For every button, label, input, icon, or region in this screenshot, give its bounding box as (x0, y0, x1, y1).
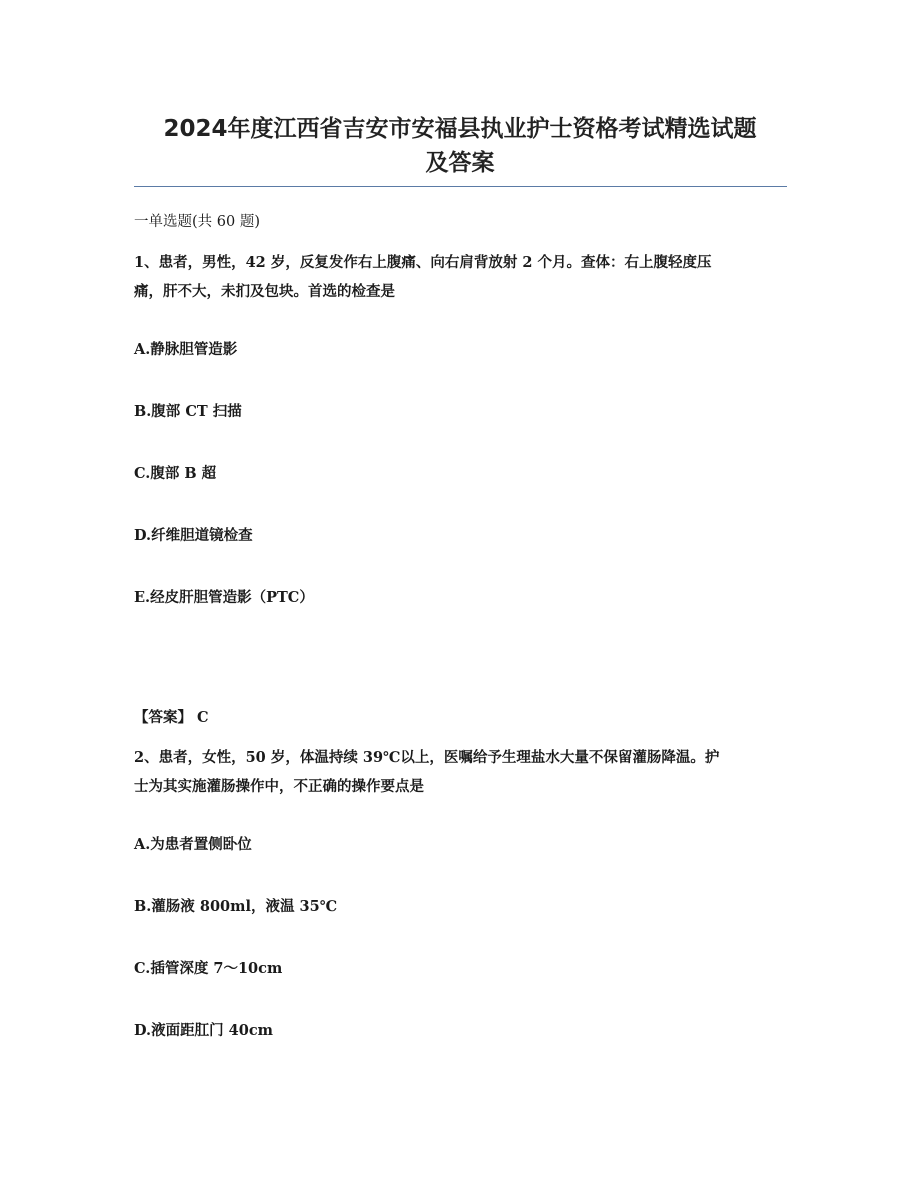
q2-option-a: A.为患者置侧卧位 (134, 836, 252, 853)
q2-option-b: B.灌肠液 800ml，液温 35℃ (134, 898, 338, 915)
q1-option-d: D.纤维胆道镜检查 (134, 527, 253, 544)
q1-option-a: A.静脉胆管造影 (134, 341, 238, 358)
q1-stem-line-1: 1、患者，男性，42 岁，反复发作右上腹痛、向右肩背放射 2 个月。查体：右上腹轻度压 (134, 254, 712, 271)
q2-option-c: C.插管深度 7～10cm (134, 960, 283, 977)
document-title (132, 112, 788, 180)
q2-stem-line-2: 士为其实施灌肠操作中，不正确的操作要点是 (134, 778, 424, 795)
title-line-2: 及答案 (425, 150, 495, 176)
q1-option-b: B.腹部 CT 扫描 (134, 403, 242, 420)
section-header: 一单选题(共 60 题) (134, 214, 260, 230)
q1-stem-line-2: 痛，肝不大，未扪及包块。首选的检查是 (134, 283, 395, 300)
title-line-1: 2024年度江西省吉安市安福县执业护士资格考试精选试题 (163, 116, 757, 142)
title-divider (134, 186, 787, 187)
q1-option-e: E.经皮肝胆管造影（PTC） (134, 589, 314, 606)
q2-option-d: D.液面距肛门 40cm (134, 1022, 274, 1039)
q2-stem-line-1: 2、患者，女性，50 岁，体温持续 39℃以上，医嘱给予生理盐水大量不保留灌肠降温。护 (134, 749, 720, 766)
q1-answer: 【答案】 C (134, 709, 209, 726)
q1-option-c: C.腹部 B 超 (134, 465, 217, 482)
